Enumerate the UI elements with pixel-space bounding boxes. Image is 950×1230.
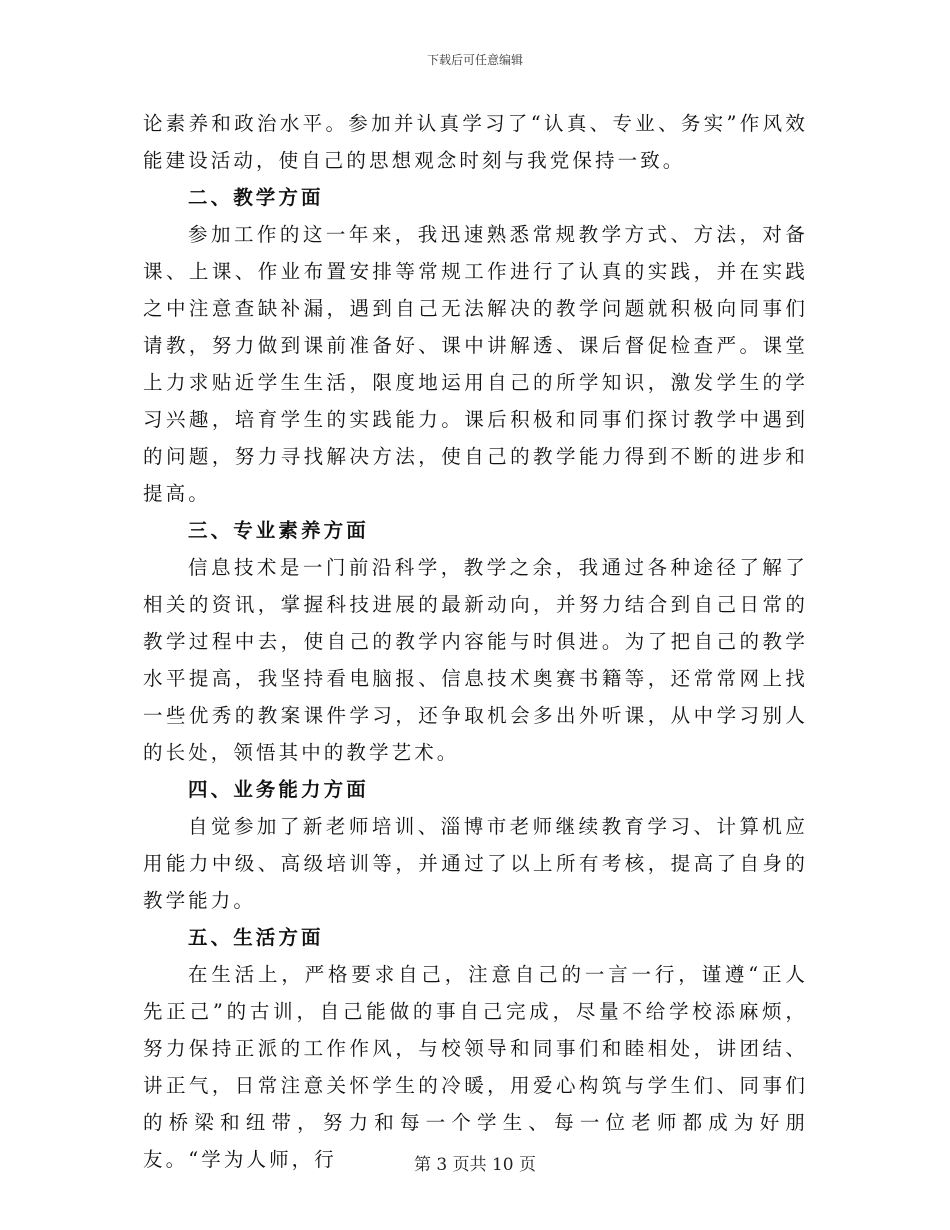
- page-number: 第 3 页共 10 页: [413, 1155, 537, 1175]
- section-professional: [143, 512, 808, 771]
- section-business: [143, 771, 808, 919]
- section-heading: 四、业务能力方面: [188, 778, 369, 801]
- document-body: [143, 105, 808, 1178]
- section-paragraph: 在生活上，严格要求自己，注意自己的一言一行，谨遵“正人先正己”的古训，自己能做的事自己完成，尽量不给学校添麻烦，努力保持正派的工作作风，与校领导和同事们和睦相处，讲团结、讲正气，日常注意关怀学生的冷暖，用爱心构筑与学生们、同事们的桥梁和纽带，努力和每一个学生、每一位老师都成为好朋友。“学为人师，行: [143, 963, 808, 1171]
- section-paragraph: 参加工作的这一年来，我迅速熟悉常规教学方式、方法，对备课、上课、作业布置安排等常规工作进行了认真的实践，并在实践之中注意查缺补漏，遇到自己无法解决的教学问题就积极向同事们请教，努力做到课前准备好、课中讲解透、课后督促检查严。课堂上力求贴近学生生活，限度地运用自己的所学知识，激发学生的学习兴趣，培育学生的实践能力。课后积极和同事们探讨教学中遇到的问题，努力寻找解决方法，使自己的教学能力得到不断的进步和提高。: [143, 223, 808, 505]
- header-text: 下载后可任意编辑: [426, 53, 523, 67]
- section-paragraph: 自觉参加了新老师培训、淄博市老师继续教育学习、计算机应用能力中级、高级培训等，并通过了以上所有考核，提高了自身的教学能力。: [143, 815, 808, 912]
- section-life: [143, 919, 808, 1178]
- section-paragraph: 信息技术是一门前沿科学，教学之余，我通过各种途径了解了相关的资讯，掌握科技进展的最新动向，并努力结合到自己日常的教学过程中去，使自己的教学内容能与时俱进。为了把自己的教学水平提高，我坚持看电脑报、信息技术奥赛书籍等，还常常网上找一些优秀的教案课件学习，还争取机会多出外听课，从中学习别人的长处，领悟其中的教学艺术。: [143, 556, 808, 764]
- section-teaching: [143, 179, 808, 512]
- section-heading: 三、专业素养方面: [188, 519, 369, 542]
- section-heading: 五、生活方面: [188, 926, 324, 949]
- section-heading: 二、教学方面: [188, 186, 324, 209]
- page-header: [0, 52, 950, 68]
- page-footer: [0, 1154, 950, 1176]
- intro-paragraph: 论素养和政治水平。参加并认真学习了“认真、专业、务实”作风效能建设活动，使自己的思想观念时刻与我党保持一致。: [143, 112, 808, 172]
